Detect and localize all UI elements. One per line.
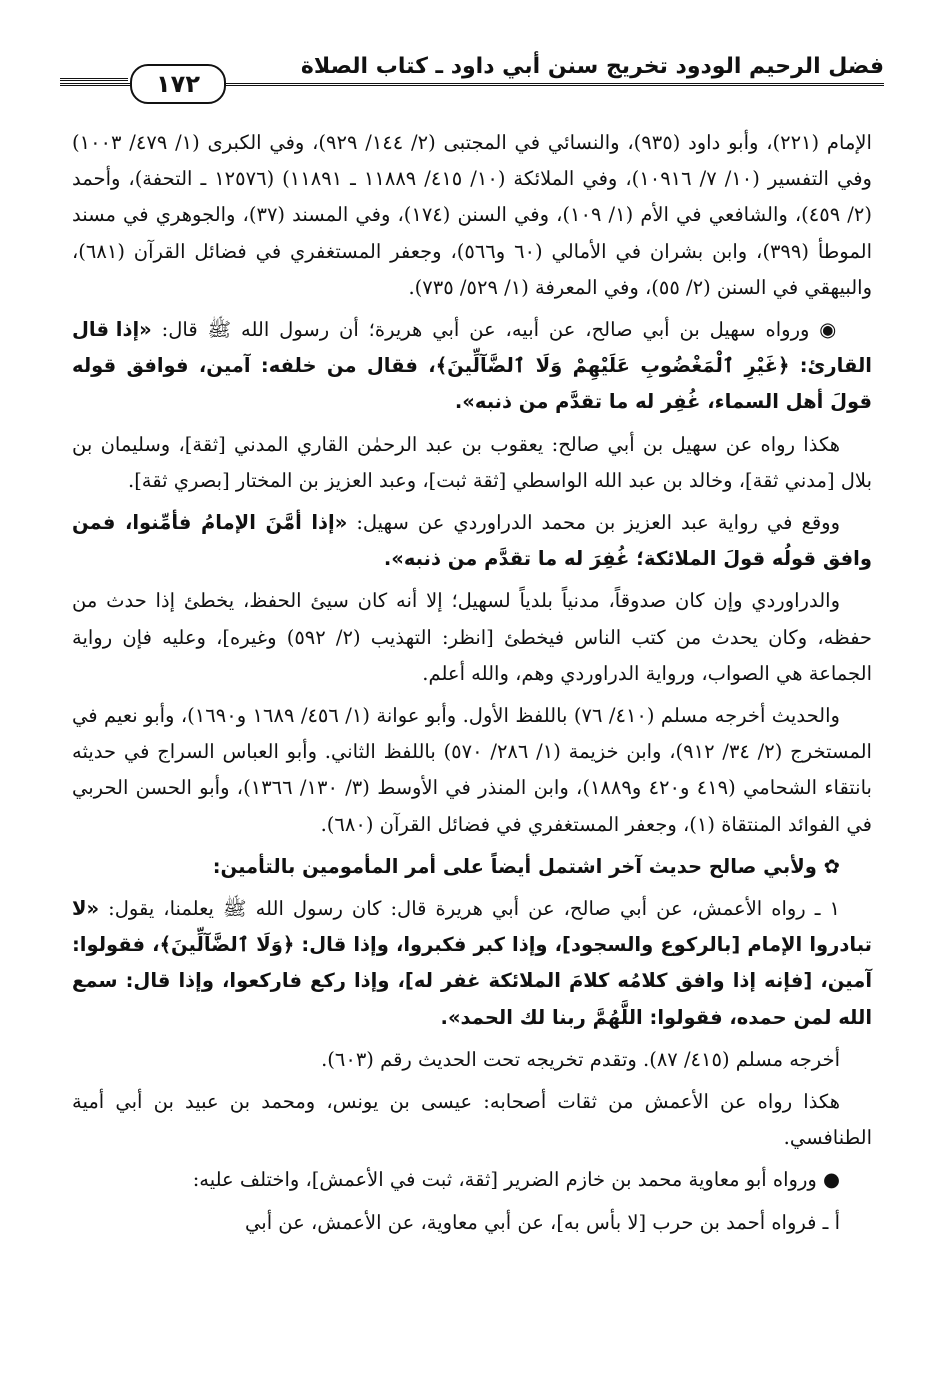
narration-intro: ◉ ورواه سهيل بن أبي صالح، عن أبيه، عن أبي هريرة؛ أن رسول الله ﷺ قال: bbox=[161, 318, 840, 342]
header-rule-left bbox=[60, 78, 128, 81]
paragraph-amash-narrators: هكذا رواه عن الأعمش من ثقات أصحابه: عيسى بن يونس، ومحمد بن عبيد بن أبي أمية الطنافسي. bbox=[72, 1090, 872, 1150]
paragraph-ahmad-bin-harb: أ ـ فرواه أحمد بن حرب [لا بأس به]، عن أبي معاوية، عن الأعمش، عن أبي bbox=[245, 1210, 840, 1234]
narration-intro: ووقع في رواية عبد العزيز بن محمد الدراوردي عن سهيل: bbox=[356, 511, 841, 535]
paragraph-takhrij-muslim: أخرجه مسلم (٤١٥/ ٨٧). وتقدم تخريجه تحت الحديث رقم (٦٠٣). bbox=[321, 1047, 840, 1071]
running-title: فضل الرحيم الودود تخريج سنن أبي داود ـ كتاب الصلاة bbox=[300, 54, 884, 79]
paragraph-suhail-narration bbox=[72, 312, 872, 421]
page-body bbox=[72, 125, 872, 1247]
paragraph-takhrij-1: الإمام (٢٢١)، وأبو داود (٩٣٥)، والنسائي في المجتبى (٢/ ١٤٤/ ٩٢٩)، وفي الكبرى (١/ ٤٧٩/ ١٠٠٣) وفي التفسير (١٠/ ٧/ ١٠٩١٦)، وفي الملائكة (١٠/ ٤١٥/ ١١٨٨٩ ـ ١١٨٩١) (١٢٥٧٦ ـ التحفة)، وأحمد (٢/ ٤٥٩)، والشافعي في الأم (١/ ١٠٩)، وفي السنن (١٧٤)، وفي المسند (٣٧)، والجوهري في مسند الموطأ (٣٩٩)، وابن بشران في الأمالي (٦٠ و٥٦٦)، وجعفر المستغفري في فضائل القرآن (٦٨١)، والبيهقي في السنن (٢/ ٥٥)، وفي المعرفة (١/ ٥٢٩/ ٧٣٥). bbox=[72, 131, 872, 299]
paragraph-abu-muawiya: ● ورواه أبو معاوية محمد بن خازم الضرير [ثقة، ثبت في الأعمش]، واختلف عليه: bbox=[192, 1168, 840, 1192]
page-number: ١٧٢ bbox=[130, 64, 226, 104]
hadith-text: «لا تبادروا الإمام [بالركوع والسجود]، وإذا كبر فكبروا، وإذا قال: ﴿وَلَا ٱلضَّآلِّينَ﴾، فقولوا: آمين، [فإنه إذا وافق كلامُه كلامَ الملائكة غفر له]، وإذا ركع فاركعوا، وإذا قال: سمع الله لمن حمده، فقولوا: اللَّهُمَّ ربنا لك الحمد». bbox=[72, 897, 872, 1029]
section-heading: ✿ ولأبي صالح حديث آخر اشتمل أيضاً على أمر المأمومين بالتأمين: bbox=[212, 854, 840, 878]
hadith-text: «إذا قال القارئ: ﴿غَيْرِ ٱلْمَغْضُوبِ عَلَيْهِمْ وَلَا ٱلضَّآلِّينَ﴾، فقال من خلفه: آمين، فوافق قوله قولَ أهل السماء، غُفِر له ما تقدَّم من ذنبه». bbox=[72, 318, 872, 414]
paragraph-amash-narration bbox=[72, 891, 872, 1036]
page-header bbox=[60, 48, 884, 108]
paragraph-narrators: هكذا رواه عن سهيل بن أبي صالح: يعقوب بن عبد الرحمٰن القاري المدني [ثقة]، وسليمان بن بلال [مدني ثقة]، وخالد بن عبد الله الواسطي [ثقة ثبت]، وعبد العزيز بن المختار [بصري ثقة]. bbox=[72, 432, 872, 492]
hadith-text: «إذا أمَّنَ الإمامُ فأمِّنوا، فمن وافق قولُه قولَ الملائكة؛ غُفِرَ له ما تقدَّم من ذنبه». bbox=[72, 511, 872, 571]
paragraph-darawardi-version bbox=[72, 505, 872, 577]
paragraph-darawardi-critique: والدراوردي وإن كان صدوقاً، مدنياً بلدياً لسهيل؛ إلا أنه كان سيئ الحفظ، يخطئ إذا حدث من حفظه، وكان يحدث من كتب الناس فيخطئ [انظر: التهذيب (٢/ ٥٩٢) وغيره]، وعليه فإن رواية الجماعة هي الصواب، ورواية الدراوردي وهم، والله أعلم. bbox=[72, 589, 872, 685]
narration-intro: ١ ـ رواه الأعمش، عن أبي صالح، عن أبي هريرة قال: كان رسول الله ﷺ يعلمنا، يقول: bbox=[108, 897, 840, 921]
paragraph-takhrij-2: والحديث أخرجه مسلم (٤١٠/ ٧٦) باللفظ الأول. وأبو عوانة (١/ ٤٥٦/ ١٦٨٩ و١٦٩٠)، وأبو نعيم في المستخرج (٢/ ٣٤/ ٩١٢)، وابن خزيمة (١/ ٢٨٦/ ٥٧٠) باللفظ الثاني. وأبو العباس السراج في حديثه بانتقاء الشحامي (٤١٩ و٤٢٠ و١٨٨٩)، وابن المنذر في الأوسط (٣/ ١٣٠/ ١٣٦٦)، وأبو الحسن الحربي في الفوائد المنتقاة (١)، وجعفر المستغفري في فضائل القرآن (٦٨٠). bbox=[72, 704, 872, 836]
